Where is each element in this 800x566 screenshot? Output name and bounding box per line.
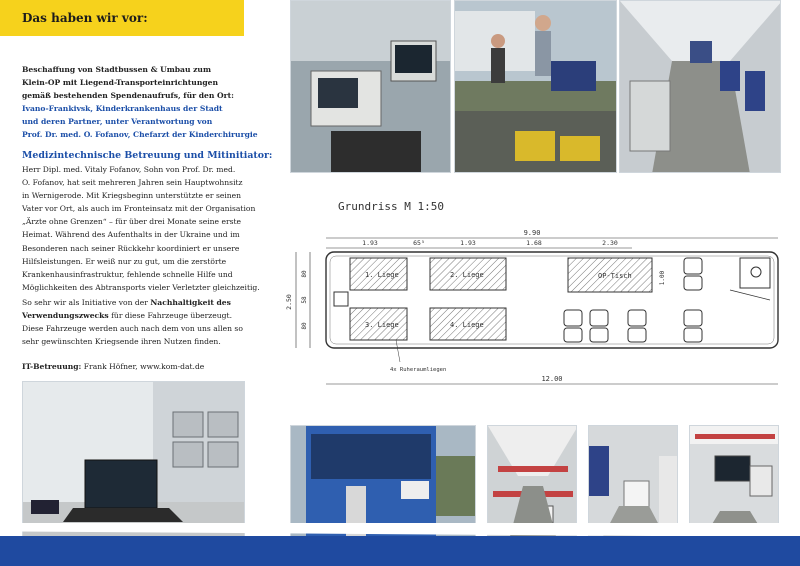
intro-line: Klein-OP mit Liegend-Transporteinrichtungen [22, 78, 219, 87]
dim-top: 1.93 [460, 239, 476, 247]
photo-laptop [22, 381, 245, 543]
medical-line: Hilfsleistungen. Er weiß nur zu gut, um die zerstörte [22, 256, 227, 266]
callout-label: 4x Ruheraumliegen [390, 367, 447, 373]
bottom-stripe [0, 536, 800, 566]
intro-line: gemäß bestehenden Spendenaufrufs, für den Ort: [22, 91, 234, 100]
intro-line: Beschaffung von Stadtbussen & Umbau zum [22, 65, 211, 74]
dim-total-outer: 12.00 [541, 375, 563, 383]
bed-label: 1. Liege [365, 271, 399, 279]
floorplan-title: Grundriss M 1:50 [338, 200, 444, 213]
medical-text [22, 163, 262, 294]
initiative-bold: Nachhaltigkeit des Verwendungszwecks [22, 298, 231, 321]
bed-label: 2. Liege [450, 271, 484, 279]
dim-side-total: 2.50 [285, 294, 293, 310]
medical-line: Möglichkeiten des Abtransports vieler Verletzter gleichzeitig. [22, 282, 260, 292]
photo-medical-equipment [290, 0, 451, 173]
it-credit [22, 362, 204, 371]
medical-line: „Ärzte ohne Grenzen“ – für über drei Monate seine erste [22, 217, 242, 227]
dim-top: 1.93 [362, 239, 378, 247]
medical-line: Vater vor Ort, als auch im Fronteinsatz mit der Organisation [22, 204, 256, 214]
dim-table: 1.00 [659, 270, 666, 286]
medical-heading: Medizintechnische Betreuung und Mitinitiator: [22, 150, 273, 161]
medical-line: Herr Dipl. med. Vitaly Fofanov, Sohn von Prof. Dr. med. [22, 165, 236, 174]
intro-line-doctor: Prof. Dr. med. O. Fofanov, Chefarzt der Kinderchirurgie [22, 130, 258, 139]
medical-line: Heimat. Während des Aufenthalts in der Ukraine und im [22, 230, 240, 240]
dim-side: 80 [301, 270, 308, 278]
initiative-part: für diese Fahrzeuge überzeugt. [108, 311, 232, 321]
dim-side: 58 [301, 296, 308, 304]
header-tab [0, 0, 244, 36]
intro-text [22, 63, 262, 141]
photo-bus-interior [619, 0, 781, 173]
dim-side: 80 [301, 322, 308, 330]
initiative-line: sehr gewünschten Kriegsende ihren Nutzen finden. [22, 337, 221, 347]
bed-label: 3. Liege [365, 321, 399, 329]
page-title: Das haben wir vor: [22, 11, 148, 25]
bed-label: 4. Liege [450, 321, 484, 329]
medical-line: Krankenhausinfrastruktur, fehlende schnelle Hilfe und [22, 269, 233, 279]
medical-line: Besonderen nach seiner Rückkehr koordiniert er unsere [22, 243, 240, 253]
medical-line: in Wernigerode. Mit Kriegsbeginn unterstützte er seinen [22, 191, 242, 201]
dim-total-inner: 9.90 [523, 229, 541, 237]
it-value: Frank Höfner, www.kom-dat.de [81, 362, 205, 371]
it-label: IT-Betreuung: [22, 362, 82, 371]
op-table-label: OP-Tisch [598, 272, 632, 280]
intro-line-partner: und deren Partner, unter Verantwortung von [22, 117, 213, 126]
dim-top: 1.68 [526, 239, 542, 247]
photo-workers [454, 0, 617, 173]
initiative-text [22, 296, 262, 348]
initiative-part: So sehr wir als Initiative von der [22, 298, 151, 307]
dim-top: 65⁵ [413, 239, 425, 247]
floorplan [282, 220, 790, 390]
initiative-line: Diese Fahrzeuge werden auch nach dem von uns allen so [22, 324, 243, 334]
intro-line-location: Ivano-Frankivsk, Kinderkrankenhaus der Stadt [22, 104, 223, 113]
medical-line: O. Fofanov, hat seit mehreren Jahren sein Hauptwohnsitz [22, 178, 243, 188]
dim-top: 2.30 [602, 239, 618, 247]
